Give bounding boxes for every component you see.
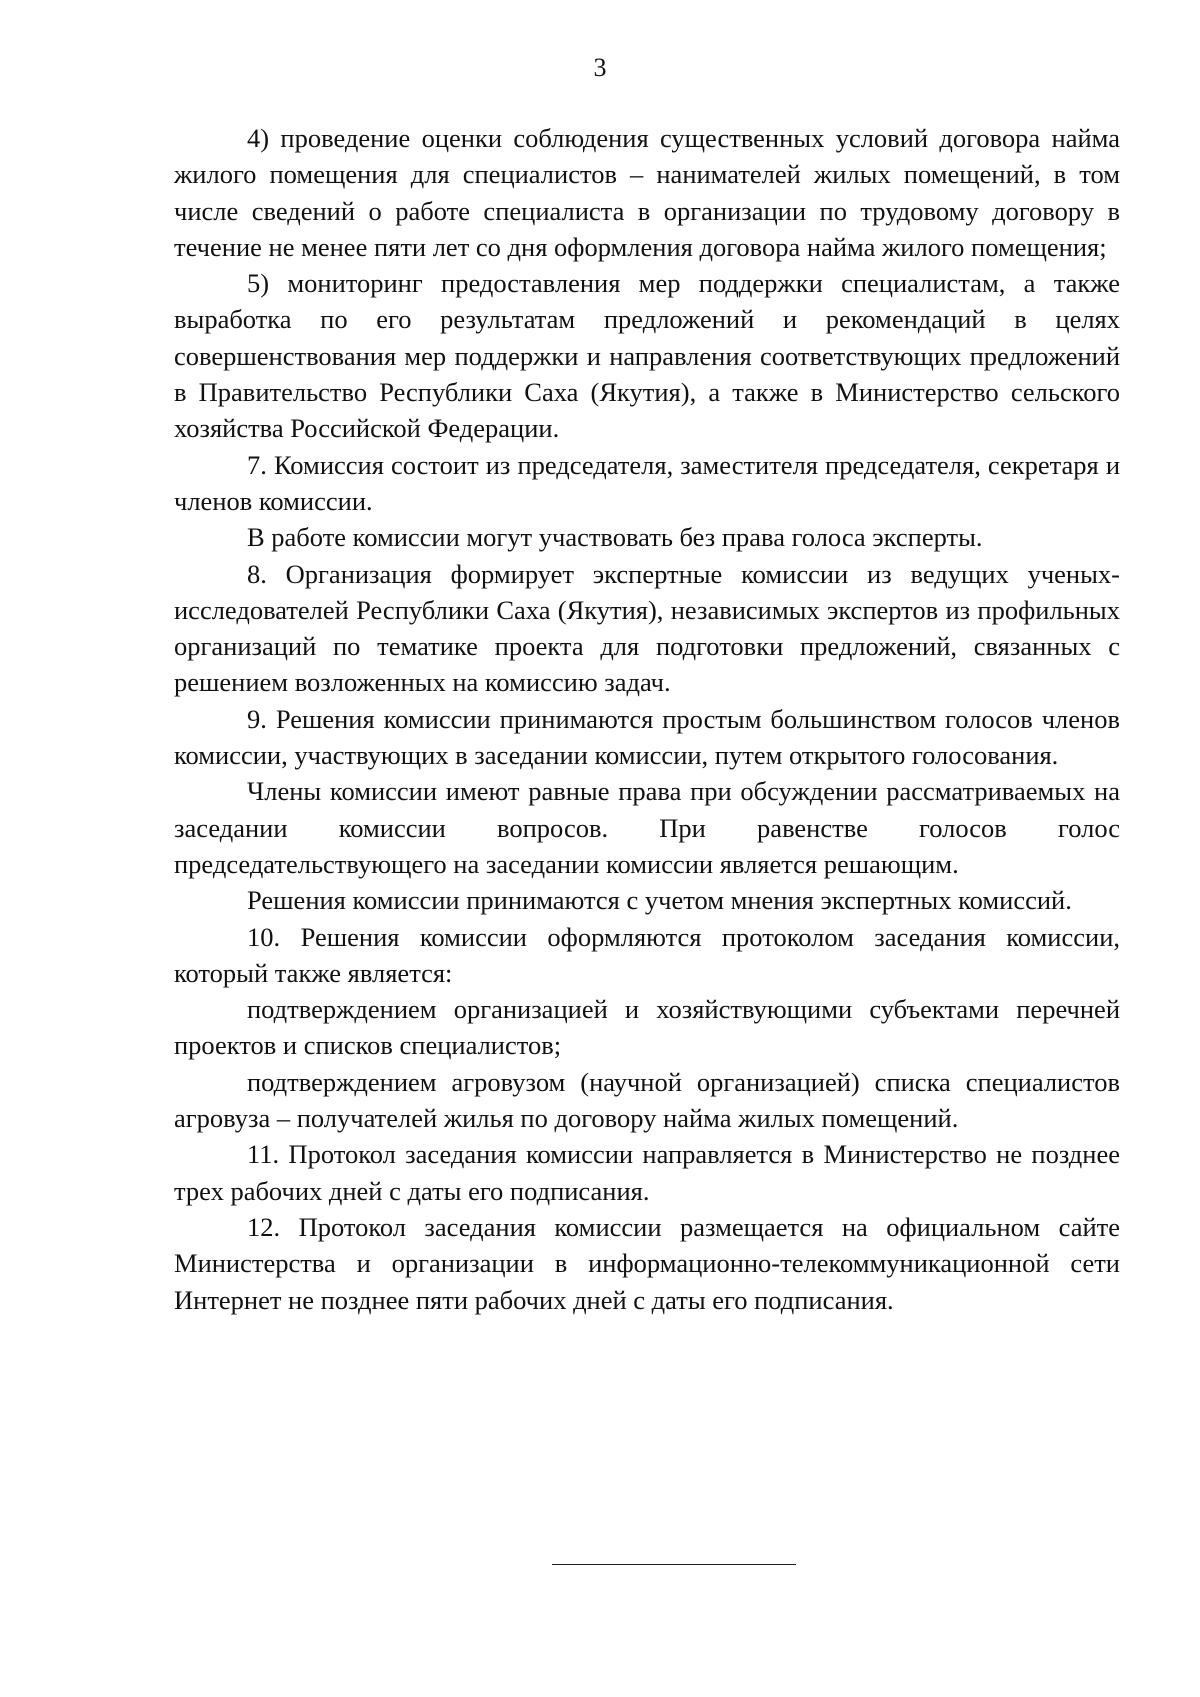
page-number: 3 (593, 53, 607, 82)
document-body (174, 120, 1120, 1318)
paragraph-item-4: 4) проведение оценки соблюдения существенных условий договора найма жилого помещения для специалистов – нанимателей жилых помещений, в том числе сведений о работе специалиста в организации по трудовому договору в течение не менее пяти лет со дня оформления договора найма жилого помещения; (174, 123, 1120, 262)
paragraph-clause-11: 11. Протокол заседания комиссии направляется в Министерство не позднее трех рабочих дней с даты его подписания. (174, 1139, 1120, 1206)
paragraph-clause-9: 9. Решения комиссии принимаются простым большинством голосов членов комиссии, участвующих в заседании комиссии, путем открытого голосования. (174, 703, 1120, 771)
paragraph-equal-rights: Члены комиссии имеют равные права при обсуждении рассматриваемых на заседании комиссии вопросов. При равенстве голосов голос председательствующего на заседании комиссии является решающим. (174, 776, 1120, 879)
paragraph-confirmation-organization: подтверждением организацией и хозяйствующими субъектами перечней проектов и списков специалистов; (174, 994, 1120, 1061)
paragraph-expert-opinion: Решения комиссии принимаются с учетом мнения экспертных комиссий. (247, 885, 1072, 916)
paragraph-clause-8: 8. Организация формирует экспертные комиссии из ведущих ученых-исследователей Республики Саха (Якутия), независимых экспертов из профильных организаций по тематике проекта для подготовки предложений, связанных с решением возложенных на комиссию задач. (174, 558, 1120, 698)
end-divider-line (552, 1564, 796, 1565)
paragraph-confirmation-agrovuz: подтверждением агровузом (научной организацией) списка специалистов агровуза – получателей жилья по договору найма жилых помещений. (174, 1066, 1120, 1134)
paragraph-clause-10: 10. Решения комиссии оформляются протоколом заседания комиссии, который также является: (174, 921, 1120, 988)
paragraph-clause-7: 7. Комиссия состоит из председателя, заместителя председателя, секретаря и членов комиссии. (174, 449, 1120, 516)
paragraph-item-5: 5) мониторинг предоставления мер поддержки специалистам, а также выработка по его результатам предложений и рекомендаций в целях совершенствования мер поддержки и направления соответствующих предложений в Правительство Республики Саха (Якутия), а также в Министерство сельского хозяйства Российской Федерации. (174, 268, 1120, 444)
paragraph-clause-12: 12. Протокол заседания комиссии размещается на официальном сайте Министерства и организации в информационно-телекоммуникационной сети Интернет не позднее пяти рабочих дней с даты его подписания. (174, 1211, 1120, 1315)
paragraph-experts-note: В работе комиссии могут участвовать без права голоса эксперты. (247, 522, 983, 553)
